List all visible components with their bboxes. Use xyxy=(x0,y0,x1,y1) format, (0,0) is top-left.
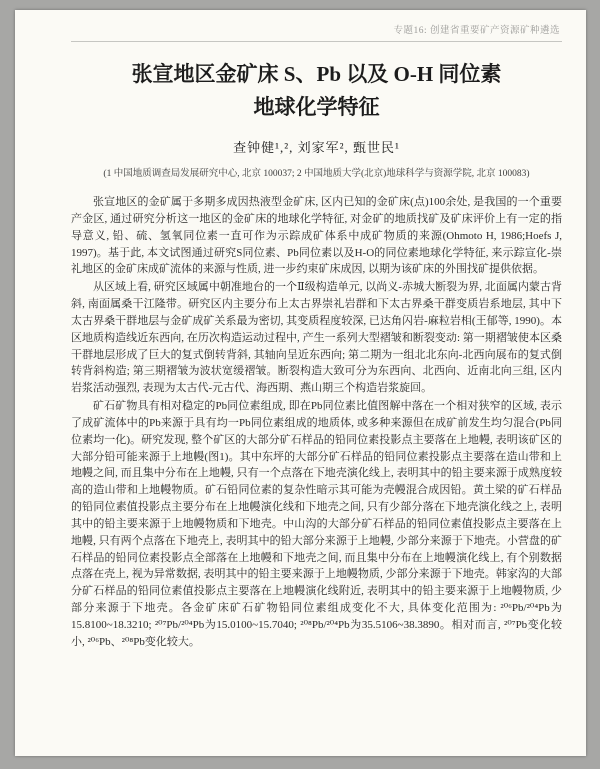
paragraph-introduction: 张宣地区的金矿属于多期多成因热液型金矿床, 区内已知的金矿床(点)100余处, 是我国的一个重要产金区, 通过研究分析这一地区的金矿床的地球化学特征, 对金矿的地质找矿及矿床评价上有一定的指导意义, 铅、硫、氢氧同位素一直可作为示踪成矿体系中成矿物质的来源(Ohmoto H, 1986;Hoefs J, 1997)。基于此, 本文试图通过研究S同位素、Pb同位素以及H-O的同位素地球化学特征, 来示踪宣化-崇礼地区的金矿床成矿流体的来源与性质, 进一步约束矿床成因, 以期为该矿床的外围找矿提供依据。 xyxy=(71,196,562,276)
paper-page xyxy=(15,10,586,756)
session-header-label: 专题16: 创建省重要矿产资源矿种遴选 xyxy=(393,26,560,36)
affiliation-line: (1 中国地质调查局发展研究中心, 北京 100037; 2 中国地质大学(北京)地球科学与资源学院, 北京 100083) xyxy=(103,169,530,180)
paper-title-line2: 地球化学特征 xyxy=(253,94,380,119)
paper-title xyxy=(71,58,562,123)
paper-title-line1: 张宣地区金矿床 S、Pb 以及 O-H 同位素 xyxy=(131,62,502,86)
paragraph-pb-isotopes: 矿石矿物具有相对稳定的Pb同位素组成, 即在Pb同位素比值图解中落在一个相对狭窄的区域, 表示了成矿流体中的Pb来源于具有均一Pb同位素组成的地质体, 或多种来源但在成矿前发生均匀混合(Pb同位素均一化)。研究发现, 整个矿区的大部分矿石样品的铅同位素投影点主要落在上地幔, 表明该矿区的大部分铅可能来源于上地幔(图1)。其中东坪的大部分矿石样品的铅同位素投影点主要落在造山带和上地幔之间, 而且集中分布在上地幔, 只有一个点落在下地壳演化线上, 表明其中的铅主要来源于成熟度较高的造山带和上地幔物质。矿石铅同位素的复杂性暗示其可能为壳幔混合成因铅。黄土梁的矿石样品的铅同位素值投影点主要分布在上地幔演化线和下地壳之间, 只有少部分落在下地壳演化线之上, 表明其中的铅主要来源于上地幔物质和下地壳。中山沟的大部分矿石样品的铅同位素值投影点主要落在上地幔, 只有两个点落在下地壳上, 表明其中的铅大部分来源于上地幔, 少部分来源于下地壳。小营盘的矿石样品的铅同位素投影点全部落在上地幔和下地壳之间, 而且集中分布在上地幔演化线上, 有个别数据点落在壳上, 视为异常数据, 表明其中的铅主要来源于上地幔物质, 少部分来源于下地壳。韩家沟的大部分矿石样品的铅同位素值投影点主要落在上地幔演化线附近, 表明其中的铅主要来源于上地幔物质, 少部分来源于下地壳。各金矿床矿石矿物铅同位素组成变化不大, 具体变化范围为: ²⁰⁶Pb/²⁰⁴Pb为15.8100~18.3210; ²⁰⁷Pb/²⁰⁴Pb为15.0100~15.7040; ²⁰⁸Pb/²⁰⁴Pb为35.5106~38.3890。相对而言, ²⁰⁷Pb变化较小, ²⁰⁶Pb、²⁰⁸Pb变化较大。 xyxy=(71,400,562,648)
page-header xyxy=(71,18,562,42)
authors-line: 查钟健¹,², 刘家军², 甄世民¹ xyxy=(233,140,400,156)
paragraph-regional-geology: 从区域上看, 研究区域属中朝准地台的一个Ⅱ级构造单元, 以尚义-赤城大断裂为界, 北面属内蒙古背斜, 南面属桑干江隆带。研究区内主要分布上太古界崇礼岩群和下太古界桑干群变质岩系地层, 其中下太古界桑干群地层与金矿成矿关系最为密切, 其变质程度较深, 已达角闪岩-麻粒岩相(王郁等, 1990)。本区地质构造线近东西向, 在历次构造运动过程中, 产生一系列大型褶皱和断裂变动: 第一期褶皱使本区桑干群地层形成了巨大的复式倒转背斜, 其轴向呈近东西向; 第二期为一组北北东向-北西向展布的复式倒转背斜构造; 第三期褶皱为波状宽缓褶皱。断裂构造大致可分为东西向、北西向、近南北向三组, 区内岩浆活动强烈, 表现为太古代-元古代、海西期、燕山期三个构造岩浆旋回。 xyxy=(71,281,562,395)
page-content xyxy=(15,10,586,651)
abstract-body xyxy=(71,194,562,650)
